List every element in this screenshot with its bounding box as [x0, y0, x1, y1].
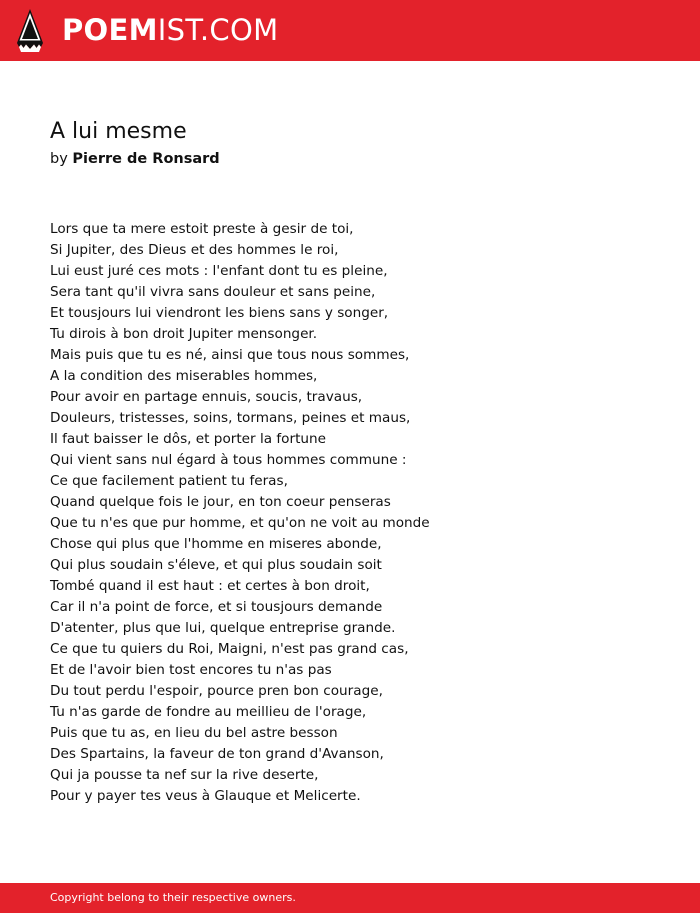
poem-line: Tu dirois à bon droit Jupiter mensonger.	[50, 326, 318, 342]
poem-line: Et tousjours lui viendront les biens sans y songer,	[50, 305, 389, 321]
poem-line: Des Spartains, la faveur de ton grand d'Avanson,	[50, 746, 384, 762]
poem-line: Pour y payer tes veus à Glauque et Melicerte.	[50, 788, 361, 804]
pencil-icon	[17, 9, 43, 52]
poem-line: Sera tant qu'il vivra sans douleur et sans peine,	[50, 284, 376, 300]
poem-line: Chose qui plus que l'homme en miseres abonde,	[50, 536, 382, 552]
brand-light-text: IST.COM	[157, 13, 279, 47]
poem-body	[50, 219, 650, 807]
poem-line: Ce que tu quiers du Roi, Maigni, n'est pas grand cas,	[50, 641, 409, 657]
poem-line: Si Jupiter, des Dieus et des hommes le roi,	[50, 242, 339, 258]
poem-line: Quand quelque fois le jour, en ton coeur penseras	[50, 494, 391, 510]
copyright-text: Copyright belong to their respective owners.	[50, 891, 296, 904]
poem-line: Qui ja pousse ta nef sur la rive deserte,	[50, 767, 319, 783]
site-footer	[0, 883, 700, 913]
poem-line: Tombé quand il est haut : et certes à bon droit,	[50, 578, 370, 594]
poem-line: Il faut baisser le dôs, et porter la fortune	[50, 431, 326, 447]
poem-line: D'atenter, plus que lui, quelque entreprise grande.	[50, 620, 396, 636]
poem-line: Puis que tu as, en lieu du bel astre besson	[50, 725, 338, 741]
poem-line: Car il n'a point de force, et si tousjours demande	[50, 599, 383, 615]
poem-line: Mais puis que tu es né, ainsi que tous nous sommes,	[50, 347, 410, 363]
poem-line: Ce que facilement patient tu feras,	[50, 473, 288, 489]
brand-bold-text: POEM	[62, 13, 158, 47]
poem-line: Qui vient sans nul égard à tous hommes commune :	[50, 452, 407, 468]
poem-line: Et de l'avoir bien tost encores tu n'as pas	[50, 662, 332, 678]
brand-wordmark	[62, 12, 278, 48]
poem-line: Qui plus soudain s'éleve, et qui plus soudain soit	[50, 557, 382, 573]
poem-line: Que tu n'es que pur homme, et qu'on ne voit au monde	[50, 515, 430, 531]
poem-line: Lors que ta mere estoit preste à gesir de toi,	[50, 221, 354, 237]
by-label: by	[50, 151, 68, 167]
poem-line: Douleurs, tristesses, soins, tormans, peines et maus,	[50, 410, 411, 426]
poem-line: A la condition des miserables hommes,	[50, 368, 318, 384]
poem-line: Du tout perdu l'espoir, pource pren bon courage,	[50, 683, 383, 699]
poem-title: A lui mesme	[50, 119, 187, 144]
poem-author: Pierre de Ronsard	[72, 151, 220, 167]
site-header	[0, 0, 700, 61]
poem-byline	[50, 149, 220, 169]
poem-line: Lui eust juré ces mots : l'enfant dont tu es pleine,	[50, 263, 388, 279]
poem-line: Tu n'as garde de fondre au meillieu de l'orage,	[50, 704, 367, 720]
poem-line: Pour avoir en partage ennuis, soucis, travaus,	[50, 389, 363, 405]
